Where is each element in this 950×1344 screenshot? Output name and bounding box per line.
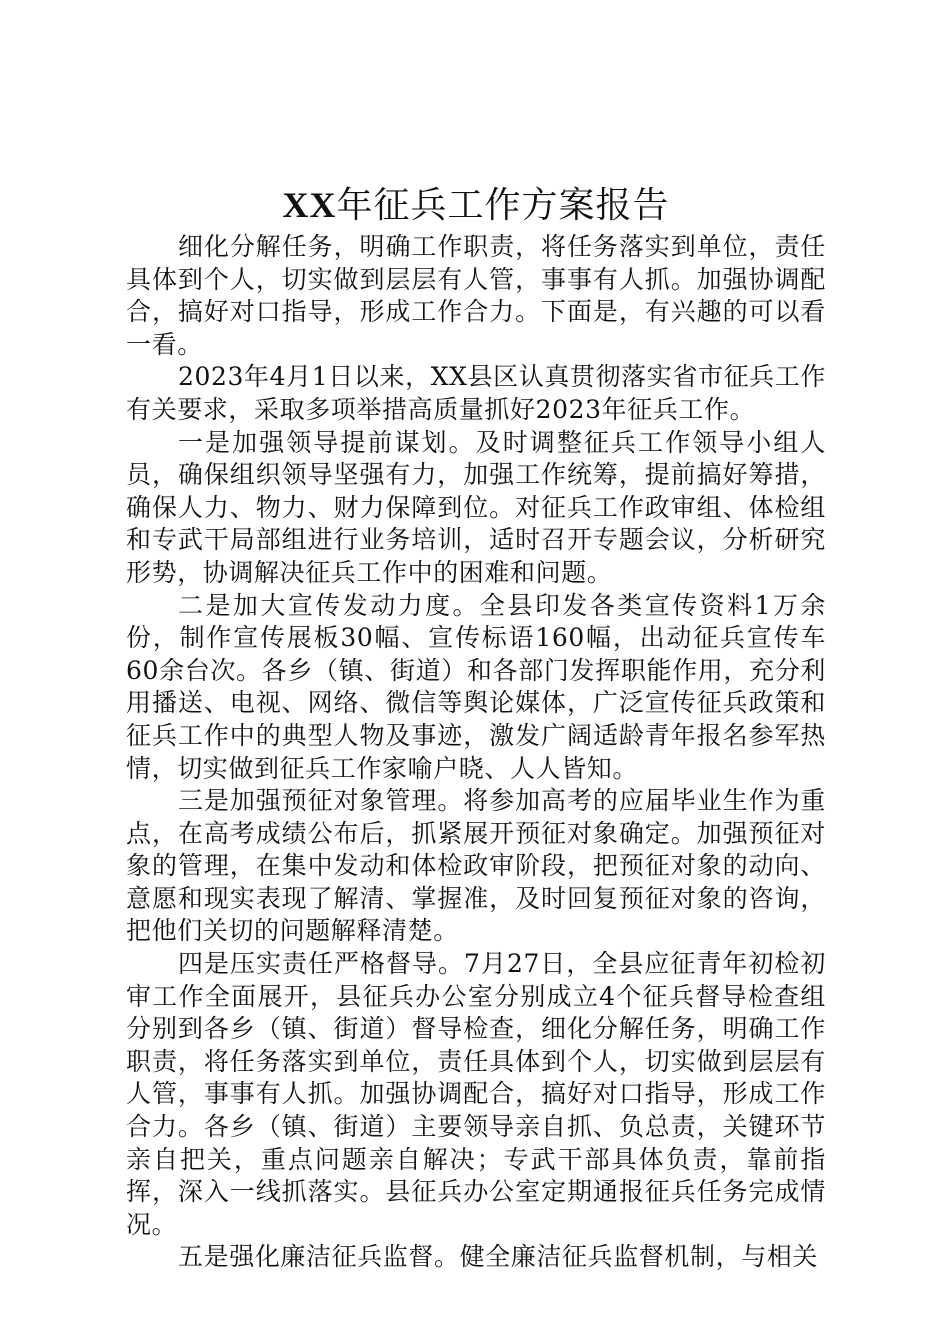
paragraph-intro: 细化分解任务，明确工作职责，将任务落实到单位，责任具体到个人，切实做到层层有人管，事事有人抓。加强协调配合，搞好对口指导，形成工作合力。下面是，有兴趣的可以看一看。 <box>126 232 826 359</box>
document-title <box>126 180 826 231</box>
paragraph-point-5: 五是强化廉洁征兵监督。健全廉洁征兵监督机制，与相关 <box>178 1242 819 1272</box>
paragraph-point-4: 四是压实责任严格督导。7月27日，全县应征青年初检初审工作全面展开，县征兵办公室分别成立4个征兵督导检查组分别到各乡（镇、街道）督导检查，细化分解任务，明确工作职责，将任务落实到单位，责任具体到个人，切实做到层层有人管，事事有人抓。加强协调配合，搞好对口指导，形成工作合力。各乡（镇、街道）主要领导亲自抓、负总责，关键环节亲自把关，重点问题亲自解决；专武干部具体负责，靠前指挥，深入一线抓落实。县征兵办公室定期通报征兵任务完成情况。 <box>126 949 826 1239</box>
paragraph-point-2: 二是加大宣传发动力度。全县印发各类宣传资料1万余份，制作宣传展板30幅、宣传标语160幅，出动征兵宣传车60余台次。各乡（镇、街道）和各部门发挥职能作用，充分利用播送、电视、网络、微信等舆论媒体，广泛宣传征兵政策和征兵工作中的典型人物及事迹，激发广阔适龄青年报名参军热情，切实做到征兵工作家喻户晓、人人皆知。 <box>126 590 826 783</box>
paragraph-overview: 2023年4月1日以来，XX县区认真贯彻落实省市征兵工作有关要求，采取多项举措高质量抓好2023年征兵工作。 <box>126 362 826 424</box>
document-title-rest: 年征兵工作方案报告 <box>336 185 670 226</box>
document-body <box>126 231 826 1274</box>
paragraph-point-1: 一是加强领导提前谋划。及时调整征兵工作领导小组人员，确保组织领导坚强有力，加强工作统筹，提前搞好筹措，确保人力、物力、财力保障到位。对征兵工作政审组、体检组和专武干局部组进行业务培训，适时召开专题会议，分析研究形势，协调解决征兵工作中的困难和问题。 <box>126 427 826 587</box>
document-title-bold: XX <box>282 185 337 225</box>
document-page <box>126 180 826 1274</box>
paragraph-point-3: 三是加强预征对象管理。将参加高考的应届毕业生作为重点，在高考成绩公布后，抓紧展开预征对象确定。加强预征对象的管理，在集中发动和体检政审阶段，把预征对象的动向、意愿和现实表现了解清、掌握准，及时回复预征对象的咨询，把他们关切的问题解释清楚。 <box>126 786 826 946</box>
